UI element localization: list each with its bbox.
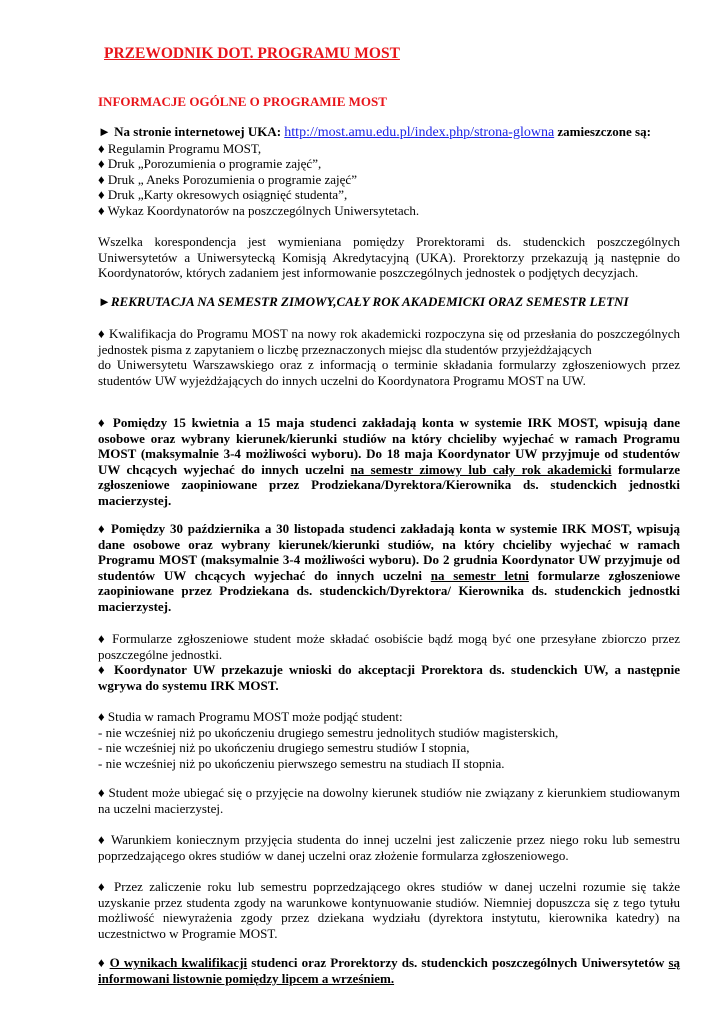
list-item: - nie wcześniej niż po ukończeniu drugiego semestru studiów I stopnia,	[98, 740, 470, 755]
spring-text-a: ♦ Pomiędzy 15 kwietnia a 15 maja studenci zakładają konta w systemie IRK MOST, wpisują dane osobowe oraz wybrany kierunek/kierunki studiów na który chcieliby wyjechać w ramach Programu MOST (maksymalnie 3-4 możliwości wyboru). Do 18 maja Koordynator UW przyjmuje od studentów UW chcących wyjechać do innych uczelni	[98, 415, 680, 477]
list-item: ♦ Druk „Karty okresowych osiągnięć studenta”,	[98, 187, 348, 202]
list-item: ♦ Druk „Porozumienia o programie zajęć”,	[98, 156, 322, 171]
autumn-text-b: formularze zgłoszeniowe zaopiniowane przez Prodziekana ds. studenckich/Dyrektora/ Kierownika ds. studenckich jednostki macierzystej.	[98, 567, 681, 614]
general-info-heading: INFORMACJE OGÓLNE O PROGRAMIE MOST	[98, 94, 387, 109]
results-middle: studenci oraz Prorektorzy ds. studenckich poszczególnych Uniwersytetów	[251, 955, 665, 970]
recruitment-heading: ►REKRUTACJA NA SEMESTR ZIMOWY,CAŁY ROK AKADEMICKI ORAZ SEMESTR LETNI	[98, 294, 629, 309]
spring-term-underlined: na semestr zimowy lub cały rok akademicki	[350, 461, 612, 477]
qualification-paragraph	[98, 326, 680, 388]
autumn-recruitment-paragraph	[98, 521, 680, 614]
forms-bold-text: ♦ Koordynator UW przekazuje wnioski do akceptacji Prorektora ds. studenckich UW, a następnie wgrywa do systemu IRK MOST.	[98, 662, 680, 693]
list-item: ♦ Regulamin Programu MOST,	[98, 140, 262, 156]
eligibility-list	[98, 725, 680, 772]
results-bullet: ♦	[98, 955, 106, 970]
intro-line	[98, 124, 680, 141]
autumn-term-underlined: na semestr letni	[430, 567, 529, 583]
list-item: - nie wcześniej niż po ukończeniu pierwszego semestru na studiach II stopnia.	[98, 755, 505, 771]
forms-normal-text: ♦ Formularze zgłoszeniowe student może składać osobiście bądź mogą być one przesyłane zbiorczo przez poszczególne jednostki.	[98, 631, 680, 662]
uka-link[interactable]: http://most.amu.edu.pl/index.php/strona-glowna	[284, 125, 555, 140]
intro-tail: zamieszczone są:	[557, 124, 651, 139]
document-title: PRZEWODNIK DOT. PROGRAMU MOST	[104, 45, 400, 62]
eligibility-block	[98, 709, 680, 771]
autumn-text-a: ♦ Pomiędzy 30 października a 30 listopada studenci zakładają konta w systemie IRK MOST, wpisują dane osobowe oraz wybrany kierunek/kierunki studiów, na który chcieliby wyjechać w ramach Programu MOST (maksymalnie 3-4 możliwości wyboru). Do 2 grudnia Koordynator UW przyjmuje od studentów UW chcących wyjechać do innych uczelni	[98, 521, 680, 583]
intro-lead: ► Na stronie internetowej UKA:	[98, 124, 282, 139]
spring-text-b: formularze zgłoszeniowe zaopiniowane przez Prodziekana/Dyrektora/Kierownika ds. studenckich jednostki macierzystej.	[98, 461, 681, 508]
results-paragraph	[98, 955, 680, 986]
documents-list	[98, 141, 680, 219]
forms-paragraph	[98, 631, 680, 693]
condition-paragraph: ♦ Warunkiem koniecznym przyjęcia studenta do innej uczelni jest zaliczenie przez niego roku lub semestru poprzedzającego okres studiów w danej uczelni oraz złożenie formularza zgłoszeniowego.	[98, 832, 680, 863]
any-field-paragraph: ♦ Student może ubiegać się o przyjęcie na dowolny kierunek studiów nie związany z kierunkiem studiowanym na uczelni macierzystej.	[98, 785, 680, 816]
qualification-part-1: ♦ Kwalifikacja do Programu MOST na nowy rok akademicki rozpoczyna się od przesłania do poszczególnych jednostek pisma z zapytaniem o liczbę przeznaczonych miejsc dla studentów przyjeżdżających	[98, 326, 680, 357]
credit-paragraph: ♦ Przez zaliczenie roku lub semestru poprzedzającego okres studiów w danej uczelni rozumie się także uzyskanie przez studenta zgody na warunkowe kontynuowanie studiów. Niemniej dopuszcza się z tego tytułu możliwość niewyrażenia zgody przez dziekana wydziału (dyrektora instytutu, kierownika katedry) na uczestnictwo w Programie MOST.	[98, 879, 680, 941]
correspondence-paragraph: Wszelka korespondencja jest wymieniana pomiędzy Prorektorami ds. studenckich poszczególnych Uniwersytetów a Uniwersytecką Komisją Akredytacyjną (UKA). Prorektorzy przekazują ją następnie do Koordynatorów, których zadaniem jest informowanie poszczególnych jednostek o podjętych decyzjach.	[98, 234, 680, 280]
results-underlined: O wynikach kwalifikacji	[109, 955, 248, 970]
qualification-part-2: do Uniwersytetu Warszawskiego oraz z informacją o terminie składania formularzy zgłoszeniowych przez studentów UW wyjeżdżających do innych uczelni do Koordynatora Programu MOST na UW.	[98, 357, 680, 388]
list-item: ♦ Druk „ Aneks Porozumienia o programie zajęć”	[98, 171, 357, 187]
eligibility-intro: ♦ Studia w ramach Programu MOST może podjąć student:	[98, 709, 403, 724]
list-item: ♦ Wykaz Koordynatorów na poszczególnych Uniwersytetach.	[98, 202, 420, 218]
list-item: - nie wcześniej niż po ukończeniu drugiego semestru jednolitych studiów magisterskich,	[98, 724, 559, 740]
intro-block	[98, 124, 680, 218]
results-underlined-2: są informowani listownie pomiędzy lipcem a wrześniem.	[98, 955, 681, 986]
spring-recruitment-paragraph	[98, 415, 680, 508]
